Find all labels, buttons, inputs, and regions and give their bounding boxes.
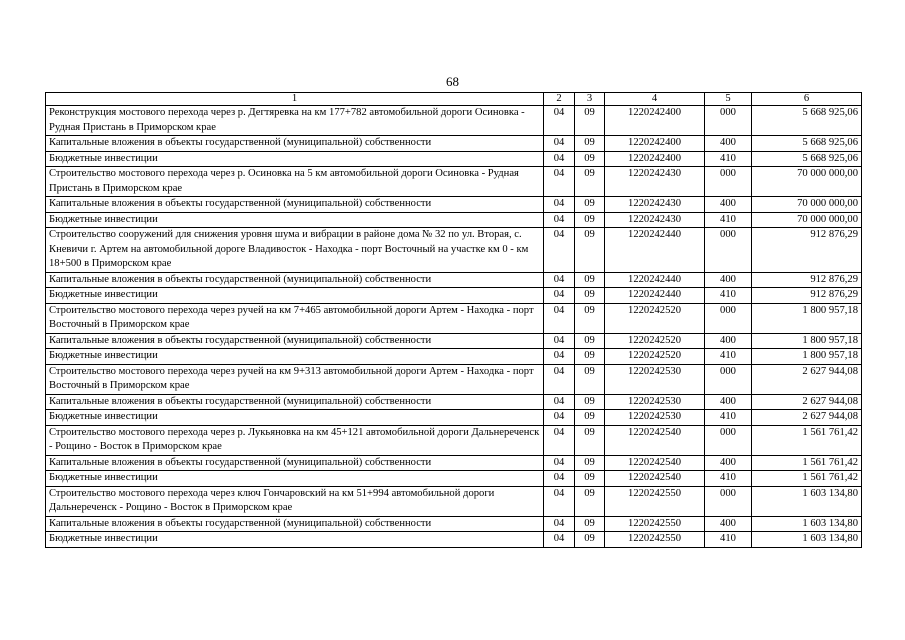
table-row	[46, 136, 862, 152]
row-amount-cell: 70 000 000,00	[752, 167, 862, 197]
table-row	[46, 410, 862, 426]
row-section-cell: 04	[544, 212, 575, 228]
row-code-cell: 1220242520	[605, 303, 705, 333]
row-name-cell: Капитальные вложения в объекты государственной (муниципальной) собственности	[46, 136, 544, 152]
table-row	[46, 333, 862, 349]
header-col-3: 3	[575, 93, 605, 106]
row-name-cell: Бюджетные инвестиции	[46, 212, 544, 228]
row-type-cell: 400	[705, 516, 752, 532]
table-body	[46, 106, 862, 548]
row-name-cell: Строительство мостового перехода через ручей на км 7+465 автомобильной дороги Артем - Находка - порт Восточный в Приморском крае	[46, 303, 544, 333]
row-subsection-cell: 09	[575, 197, 605, 213]
row-section-cell: 04	[544, 272, 575, 288]
table-row	[46, 455, 862, 471]
row-subsection-cell: 09	[575, 471, 605, 487]
row-amount-cell: 2 627 944,08	[752, 364, 862, 394]
row-code-cell: 1220242520	[605, 349, 705, 365]
row-name-cell: Строительство мостового перехода через ручей на км 9+313 автомобильной дороги Артем - Находка - порт Восточный в Приморском крае	[46, 364, 544, 394]
row-section-cell: 04	[544, 349, 575, 365]
table-row	[46, 486, 862, 516]
row-type-cell: 410	[705, 471, 752, 487]
row-code-cell: 1220242400	[605, 136, 705, 152]
row-amount-cell: 2 627 944,08	[752, 394, 862, 410]
row-code-cell: 1220242430	[605, 197, 705, 213]
row-section-cell: 04	[544, 455, 575, 471]
row-code-cell: 1220242440	[605, 228, 705, 273]
table-row	[46, 228, 862, 273]
table-row	[46, 106, 862, 136]
row-section-cell: 04	[544, 151, 575, 167]
row-amount-cell: 1 603 134,80	[752, 516, 862, 532]
table-row	[46, 303, 862, 333]
table-row	[46, 394, 862, 410]
row-name-cell: Бюджетные инвестиции	[46, 151, 544, 167]
row-amount-cell: 1 800 957,18	[752, 333, 862, 349]
row-name-cell: Капитальные вложения в объекты государственной (муниципальной) собственности	[46, 272, 544, 288]
row-subsection-cell: 09	[575, 151, 605, 167]
row-type-cell: 410	[705, 532, 752, 548]
row-type-cell: 410	[705, 151, 752, 167]
row-amount-cell: 1 603 134,80	[752, 486, 862, 516]
table-row	[46, 516, 862, 532]
header-col-6: 6	[752, 93, 862, 106]
table-row	[46, 364, 862, 394]
row-amount-cell: 70 000 000,00	[752, 212, 862, 228]
row-section-cell: 04	[544, 167, 575, 197]
row-subsection-cell: 09	[575, 364, 605, 394]
row-name-cell: Реконструкция мостового перехода через р. Дегтяревка на км 177+782 автомобильной дороги Осиновка - Рудная Пристань в Приморском крае	[46, 106, 544, 136]
row-section-cell: 04	[544, 106, 575, 136]
row-subsection-cell: 09	[575, 106, 605, 136]
row-section-cell: 04	[544, 303, 575, 333]
row-code-cell: 1220242440	[605, 288, 705, 304]
row-code-cell: 1220242540	[605, 425, 705, 455]
row-name-cell: Строительство мостового перехода через ключ Гончаровский на км 51+994 автомобильной дороги Дальнереченск - Рощино - Восток в Приморском крае	[46, 486, 544, 516]
row-subsection-cell: 09	[575, 349, 605, 365]
row-type-cell: 410	[705, 410, 752, 426]
row-type-cell: 400	[705, 197, 752, 213]
row-code-cell: 1220242430	[605, 212, 705, 228]
row-type-cell: 000	[705, 486, 752, 516]
row-name-cell: Бюджетные инвестиции	[46, 471, 544, 487]
table-row	[46, 272, 862, 288]
row-subsection-cell: 09	[575, 333, 605, 349]
row-code-cell: 1220242550	[605, 516, 705, 532]
budget-table	[45, 92, 862, 548]
row-amount-cell: 5 668 925,06	[752, 151, 862, 167]
row-type-cell: 000	[705, 228, 752, 273]
table-row	[46, 349, 862, 365]
row-section-cell: 04	[544, 288, 575, 304]
row-amount-cell: 1 800 957,18	[752, 349, 862, 365]
table-row	[46, 288, 862, 304]
row-code-cell: 1220242400	[605, 106, 705, 136]
row-type-cell: 000	[705, 106, 752, 136]
row-subsection-cell: 09	[575, 425, 605, 455]
row-type-cell: 410	[705, 212, 752, 228]
row-section-cell: 04	[544, 471, 575, 487]
row-amount-cell: 5 668 925,06	[752, 106, 862, 136]
row-section-cell: 04	[544, 410, 575, 426]
row-code-cell: 1220242550	[605, 532, 705, 548]
table-row	[46, 471, 862, 487]
row-code-cell: 1220242530	[605, 410, 705, 426]
row-subsection-cell: 09	[575, 410, 605, 426]
row-code-cell: 1220242400	[605, 151, 705, 167]
row-name-cell: Капитальные вложения в объекты государственной (муниципальной) собственности	[46, 455, 544, 471]
row-code-cell: 1220242530	[605, 364, 705, 394]
row-code-cell: 1220242530	[605, 394, 705, 410]
row-section-cell: 04	[544, 394, 575, 410]
table-row	[46, 167, 862, 197]
table-row	[46, 425, 862, 455]
row-section-cell: 04	[544, 136, 575, 152]
row-name-cell: Капитальные вложения в объекты государственной (муниципальной) собственности	[46, 197, 544, 213]
table-row	[46, 197, 862, 213]
row-amount-cell: 1 561 761,42	[752, 425, 862, 455]
row-subsection-cell: 09	[575, 486, 605, 516]
row-amount-cell: 912 876,29	[752, 288, 862, 304]
row-subsection-cell: 09	[575, 303, 605, 333]
row-section-cell: 04	[544, 197, 575, 213]
page-number: 68	[446, 74, 459, 89]
row-section-cell: 04	[544, 228, 575, 273]
row-name-cell: Строительство мостового перехода через р. Осиновка на 5 км автомобильной дороги Осиновка - Рудная Пристань в Приморском крае	[46, 167, 544, 197]
row-section-cell: 04	[544, 333, 575, 349]
row-subsection-cell: 09	[575, 455, 605, 471]
row-subsection-cell: 09	[575, 516, 605, 532]
row-type-cell: 400	[705, 455, 752, 471]
row-section-cell: 04	[544, 532, 575, 548]
row-code-cell: 1220242430	[605, 167, 705, 197]
row-type-cell: 400	[705, 272, 752, 288]
row-subsection-cell: 09	[575, 212, 605, 228]
row-section-cell: 04	[544, 425, 575, 455]
row-subsection-cell: 09	[575, 167, 605, 197]
row-name-cell: Строительство мостового перехода через р. Лукьяновка на км 45+121 автомобильной дороги Дальнереченск - Рощино - Восток в Приморском крае	[46, 425, 544, 455]
row-name-cell: Капитальные вложения в объекты государственной (муниципальной) собственности	[46, 394, 544, 410]
row-amount-cell: 1 561 761,42	[752, 455, 862, 471]
row-name-cell: Бюджетные инвестиции	[46, 288, 544, 304]
row-amount-cell: 5 668 925,06	[752, 136, 862, 152]
row-type-cell: 000	[705, 364, 752, 394]
row-amount-cell: 2 627 944,08	[752, 410, 862, 426]
header-col-4: 4	[605, 93, 705, 106]
row-subsection-cell: 09	[575, 272, 605, 288]
row-section-cell: 04	[544, 364, 575, 394]
row-subsection-cell: 09	[575, 136, 605, 152]
row-type-cell: 410	[705, 288, 752, 304]
row-name-cell: Бюджетные инвестиции	[46, 532, 544, 548]
row-section-cell: 04	[544, 486, 575, 516]
row-name-cell: Капитальные вложения в объекты государственной (муниципальной) собственности	[46, 333, 544, 349]
row-name-cell: Капитальные вложения в объекты государственной (муниципальной) собственности	[46, 516, 544, 532]
row-amount-cell: 912 876,29	[752, 272, 862, 288]
header-row	[46, 93, 862, 106]
row-name-cell: Бюджетные инвестиции	[46, 410, 544, 426]
row-type-cell: 000	[705, 425, 752, 455]
header-col-1: 1	[46, 93, 544, 106]
table-row	[46, 212, 862, 228]
row-amount-cell: 1 561 761,42	[752, 471, 862, 487]
header-col-2: 2	[544, 93, 575, 106]
row-amount-cell: 70 000 000,00	[752, 197, 862, 213]
row-type-cell: 400	[705, 333, 752, 349]
row-type-cell: 400	[705, 394, 752, 410]
row-amount-cell: 912 876,29	[752, 228, 862, 273]
row-code-cell: 1220242550	[605, 486, 705, 516]
row-name-cell: Бюджетные инвестиции	[46, 349, 544, 365]
row-code-cell: 1220242540	[605, 455, 705, 471]
row-code-cell: 1220242540	[605, 471, 705, 487]
row-type-cell: 410	[705, 349, 752, 365]
row-section-cell: 04	[544, 516, 575, 532]
header-col-5: 5	[705, 93, 752, 106]
row-code-cell: 1220242520	[605, 333, 705, 349]
row-subsection-cell: 09	[575, 288, 605, 304]
table-row	[46, 532, 862, 548]
table-row	[46, 151, 862, 167]
row-amount-cell: 1 603 134,80	[752, 532, 862, 548]
row-name-cell: Строительство сооружений для снижения уровня шума и вибрации в районе дома № 32 по ул. Вторая, с. Кневичи г. Артем на автомобильной дороге Владивосток - Находка - порт Восточный на участке км 0 - км 18+500 в Приморском крае	[46, 228, 544, 273]
row-type-cell: 400	[705, 136, 752, 152]
row-subsection-cell: 09	[575, 394, 605, 410]
row-type-cell: 000	[705, 303, 752, 333]
row-subsection-cell: 09	[575, 532, 605, 548]
row-type-cell: 000	[705, 167, 752, 197]
row-code-cell: 1220242440	[605, 272, 705, 288]
row-amount-cell: 1 800 957,18	[752, 303, 862, 333]
row-subsection-cell: 09	[575, 228, 605, 273]
